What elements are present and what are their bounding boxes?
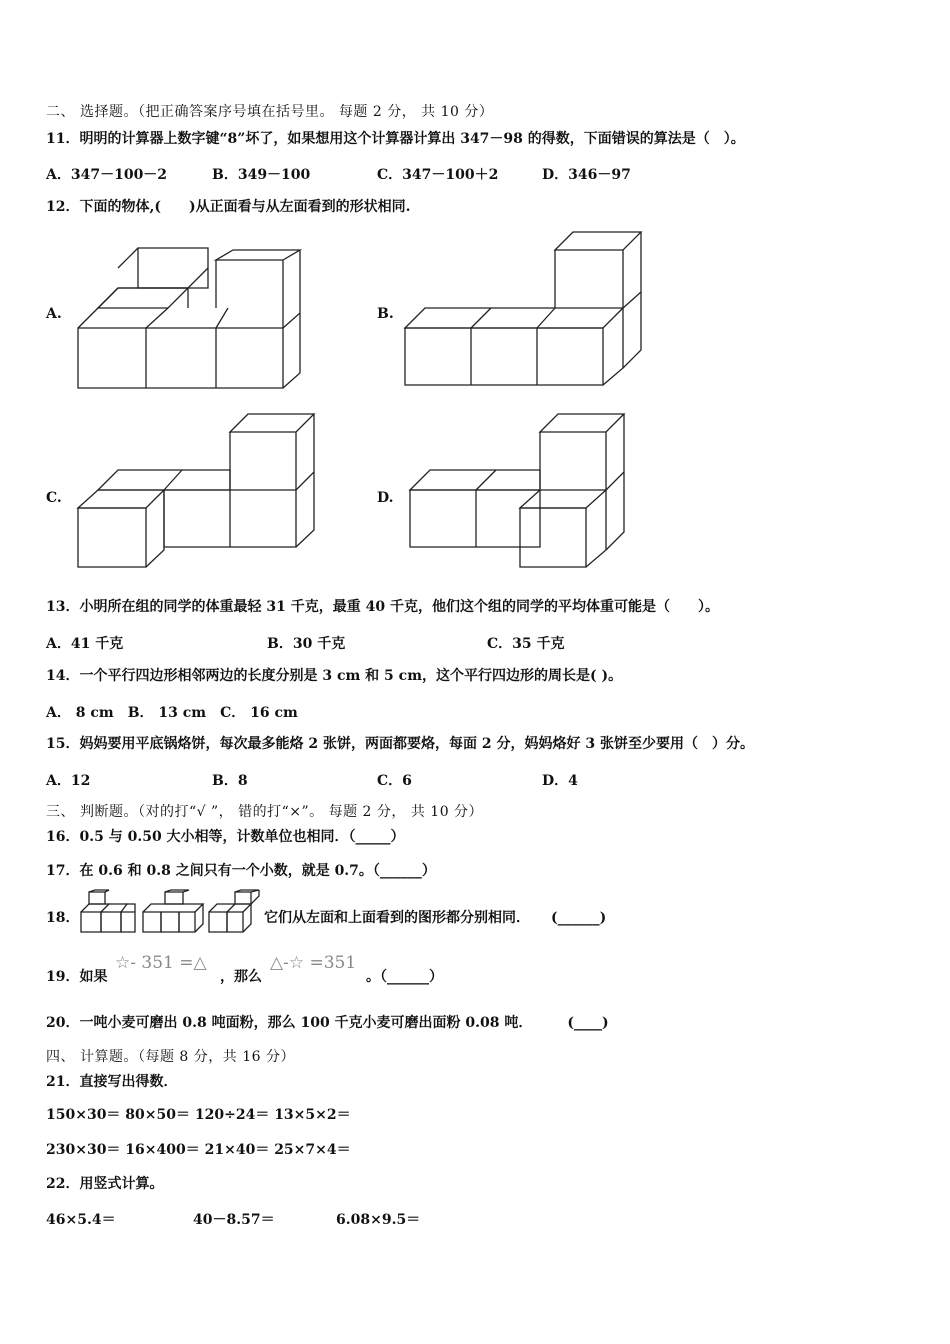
q19-expression-2: △-☆ =351 [270, 953, 357, 973]
question-20: 20．一吨小麦可磨出 0.8 吨面粉，那么 100 千克小麦可磨出面粉 0.08 吨． (____) [46, 1015, 609, 1031]
q14-options: A． 8 cm B． 13 cm C． 16 cm [46, 705, 298, 721]
question-19-suffix: 。（______） [366, 969, 443, 985]
q12-label-c: C. [46, 490, 62, 506]
question-21: 21．直接写出得数． [46, 1074, 178, 1090]
question-11: 11．明明的计算器上数字键“8”坏了，如果想用这个计算器计算出 347－98 的得数，下面错误的算法是（ ）。 [46, 131, 745, 147]
question-18-number: 18． [46, 910, 80, 926]
figure-c-cubes [78, 412, 318, 572]
q15-option-b: B．8 [212, 773, 248, 789]
question-19-mid: ，那么 [220, 969, 262, 985]
figure-a-cubes [78, 238, 308, 393]
question-19-prefix: 19．如果 [46, 969, 108, 985]
q15-option-d: D．4 [542, 773, 578, 789]
question-16: 16．0.5 与 0.50 大小相等，计数单位也相同．（_____） [46, 829, 405, 845]
q15-option-c: C．6 [377, 773, 412, 789]
q11-option-b: B．349－100 [212, 167, 311, 183]
q18-cube-figures [79, 890, 264, 935]
q13-option-b: B．30 千克 [267, 636, 346, 652]
question-18: 它们从左面和上面看到的图形都分别相同． (______) [264, 910, 607, 926]
q11-option-d: D．346－97 [542, 167, 631, 183]
question-15: 15．妈妈要用平底锅烙饼，每次最多能烙 2 张饼，两面都要烙，每面 2 分，妈妈烙好 3 张饼至少要用（ ）分。 [46, 736, 754, 752]
q13-option-a: A．41 千克 [46, 636, 124, 652]
question-17: 17．在 0.6 和 0.8 之间只有一个小数，就是 0.7。（______） [46, 863, 436, 879]
q12-label-a: A. [46, 306, 62, 322]
section-3-heading: 三、 判断题。（对的打“√ ”， 错的打“×”。 每题 2 分， 共 10 分） [46, 804, 484, 820]
q12-label-d: D. [377, 490, 394, 506]
q22-item-3: 6.08×9.5＝ [336, 1212, 421, 1228]
q21-row-2: 230×30＝ 16×400＝ 21×40＝ 25×7×4＝ [46, 1142, 351, 1158]
question-12: 12．下面的物体,( )从正面看与从左面看到的形状相同. [46, 199, 411, 215]
q21-row-1: 150×30＝ 80×50＝ 120÷24＝ 13×5×2＝ [46, 1107, 351, 1123]
section-2-heading: 二、 选择题。（把正确答案序号填在括号里。 每题 2 分， 共 10 分） [46, 104, 494, 120]
figure-d-cubes [410, 412, 650, 572]
q15-option-a: A．12 [46, 773, 91, 789]
figure-b-cubes [405, 230, 645, 390]
question-22: 22．用竖式计算。 [46, 1176, 164, 1192]
q11-option-c: C．347－100＋2 [377, 167, 499, 183]
q11-option-a: A．347－100－2 [46, 167, 168, 183]
question-13: 13．小明所在组的同学的体重最轻 31 千克，最重 40 千克，他们这个组的同学的平均体重可能是（ ）。 [46, 599, 719, 615]
section-4-heading: 四、 计算题。（每题 8 分，共 16 分） [46, 1049, 295, 1065]
q13-option-c: C．35 千克 [487, 636, 565, 652]
q19-expression-1: ☆- 351 =△ [115, 953, 207, 973]
q22-item-1: 46×5.4＝ [46, 1212, 116, 1228]
q22-item-2: 40－8.57＝ [193, 1212, 275, 1228]
question-14: 14．一个平行四边形相邻两边的长度分别是 3 cm 和 5 cm，这个平行四边形的周长是( )。 [46, 668, 623, 684]
q12-label-b: B. [377, 306, 394, 322]
